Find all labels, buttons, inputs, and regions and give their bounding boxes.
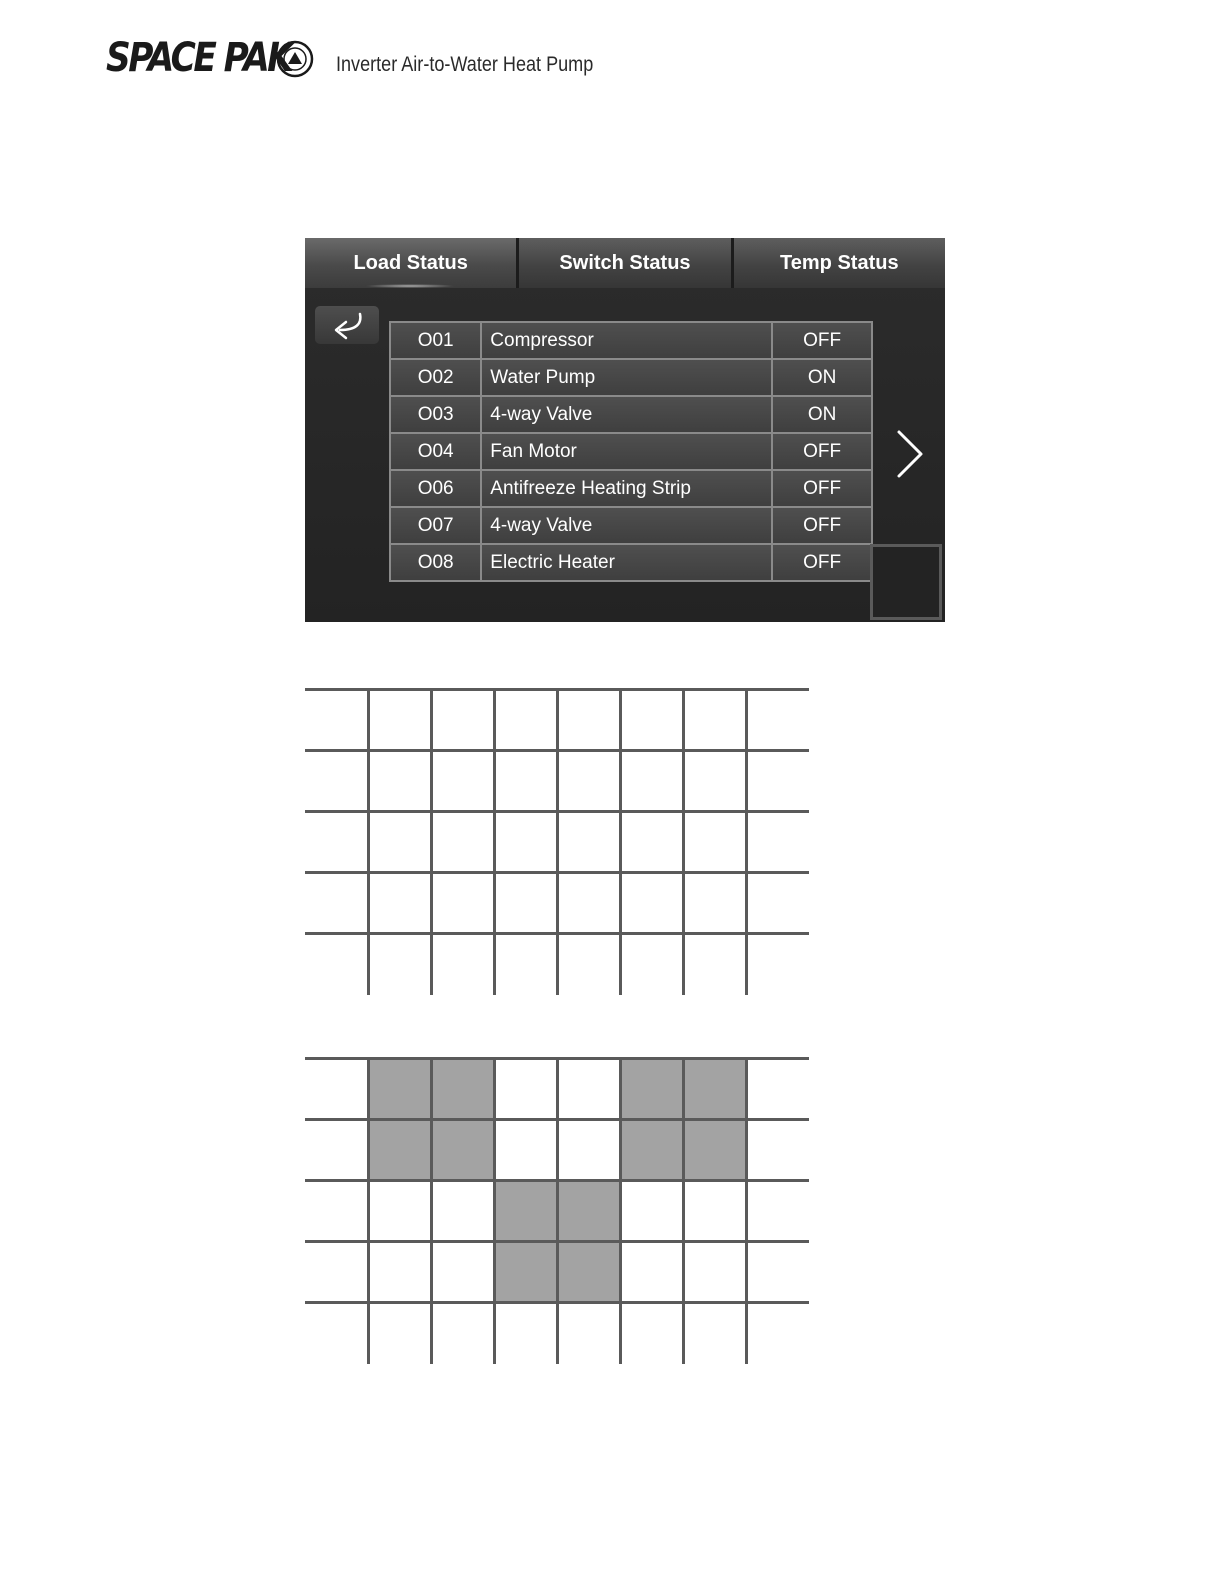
blank-grid	[305, 688, 813, 995]
grid-cell	[683, 1181, 746, 1242]
grid-cell	[746, 1059, 809, 1120]
grid-cell	[431, 873, 494, 934]
row-name: Electric Heater	[481, 544, 772, 581]
row-name: 4-way Valve	[481, 507, 772, 544]
grid-cell	[683, 1303, 746, 1364]
row-code: O07	[390, 507, 481, 544]
grid-cell	[683, 873, 746, 934]
table-row	[390, 359, 872, 396]
grid-cell	[305, 1181, 368, 1242]
grid-cell	[368, 690, 431, 751]
brand-seal-icon	[276, 40, 314, 78]
grid-cell	[620, 873, 683, 934]
grid-cell	[683, 751, 746, 812]
next-page-button[interactable]	[893, 428, 925, 480]
grid-row	[305, 1181, 809, 1242]
grid-cell	[620, 934, 683, 995]
grid-cell-filled	[494, 1181, 557, 1242]
grid-cell	[683, 1242, 746, 1303]
controller-screen	[305, 238, 945, 622]
grid-cell	[368, 1181, 431, 1242]
tab-switch-status[interactable]: Switch Status	[519, 238, 733, 288]
back-button[interactable]	[315, 306, 379, 344]
grid-cell-filled	[368, 1059, 431, 1120]
row-code: O01	[390, 322, 481, 359]
table-row	[390, 396, 872, 433]
table-row	[390, 470, 872, 507]
grid-row	[305, 1059, 809, 1120]
grid-cell-filled	[620, 1059, 683, 1120]
return-arrow-icon	[326, 310, 368, 340]
grid-cell	[431, 690, 494, 751]
grid-cell	[431, 1303, 494, 1364]
row-name: Water Pump	[481, 359, 772, 396]
grid-cell	[746, 873, 809, 934]
status-tabs	[305, 238, 945, 288]
grid-cell	[494, 934, 557, 995]
grid-cell	[368, 751, 431, 812]
grid-row	[305, 690, 809, 751]
grid-cell	[557, 1120, 620, 1181]
grid-cell	[683, 812, 746, 873]
grid-cell	[305, 873, 368, 934]
grid-cell	[305, 751, 368, 812]
row-state: OFF	[772, 544, 872, 581]
grid-cell	[557, 751, 620, 812]
row-state: ON	[772, 359, 872, 396]
grid-cell	[557, 1059, 620, 1120]
grid-cell	[620, 812, 683, 873]
grid-cell	[746, 934, 809, 995]
grid-cell-filled	[494, 1242, 557, 1303]
grid-row	[305, 812, 809, 873]
grid-cell	[431, 1181, 494, 1242]
grid-cell	[494, 812, 557, 873]
grid-cell	[620, 1303, 683, 1364]
grid-cell	[557, 690, 620, 751]
grid-cell-filled	[431, 1059, 494, 1120]
grid-cell-filled	[620, 1120, 683, 1181]
grid-cell	[431, 934, 494, 995]
grid-cell	[683, 690, 746, 751]
grid-row	[305, 934, 809, 995]
grid-cell	[494, 873, 557, 934]
brand-wordmark: SPACE PAK	[106, 35, 292, 81]
grid-cell	[620, 1181, 683, 1242]
table-row	[390, 507, 872, 544]
grid-cell	[557, 1303, 620, 1364]
grid-cell-filled	[683, 1059, 746, 1120]
grid-cell-filled	[557, 1181, 620, 1242]
grid-cell	[494, 1120, 557, 1181]
grid-cell	[494, 1303, 557, 1364]
grid-cell	[746, 751, 809, 812]
grid-cell	[746, 1242, 809, 1303]
grid-cell	[746, 1120, 809, 1181]
row-state: OFF	[772, 433, 872, 470]
grid-cell-filled	[683, 1120, 746, 1181]
grid-cell	[494, 690, 557, 751]
row-name: Fan Motor	[481, 433, 772, 470]
grid-cell	[557, 934, 620, 995]
grid-cell	[368, 812, 431, 873]
pattern-grid	[305, 1057, 813, 1364]
grid-cell	[431, 751, 494, 812]
row-state: OFF	[772, 322, 872, 359]
row-code: O03	[390, 396, 481, 433]
grid-row	[305, 1303, 809, 1364]
grid-cell	[431, 1242, 494, 1303]
grid-cell	[557, 873, 620, 934]
tab-load-status[interactable]: Load Status	[305, 238, 519, 288]
grid-cell	[431, 812, 494, 873]
grid-cell	[368, 934, 431, 995]
document-subtitle: Inverter Air-to-Water Heat Pump	[336, 53, 594, 76]
corner-button[interactable]	[870, 544, 942, 620]
grid-cell-filled	[557, 1242, 620, 1303]
grid-cell	[557, 812, 620, 873]
grid-cell	[305, 1059, 368, 1120]
grid-cell	[305, 1120, 368, 1181]
row-state: OFF	[772, 470, 872, 507]
grid-cell	[368, 873, 431, 934]
row-code: O04	[390, 433, 481, 470]
grid-cell	[746, 1181, 809, 1242]
grid-cell	[305, 812, 368, 873]
grid-cell	[305, 934, 368, 995]
grid-cell	[746, 812, 809, 873]
load-status-table	[389, 321, 873, 582]
grid-cell	[620, 690, 683, 751]
table-row	[390, 433, 872, 470]
grid-cell	[620, 1242, 683, 1303]
row-name: Compressor	[481, 322, 772, 359]
grid-cell	[746, 690, 809, 751]
grid-cell	[620, 751, 683, 812]
grid-cell-filled	[368, 1120, 431, 1181]
row-state: OFF	[772, 507, 872, 544]
grid-cell	[683, 934, 746, 995]
grid-cell	[305, 1303, 368, 1364]
grid-row	[305, 1120, 809, 1181]
grid-cell	[368, 1242, 431, 1303]
grid-row	[305, 873, 809, 934]
grid-cell	[494, 751, 557, 812]
row-name: Antifreeze Heating Strip	[481, 470, 772, 507]
tab-temp-status[interactable]: Temp Status	[734, 238, 945, 288]
grid-cell	[305, 1242, 368, 1303]
row-name: 4-way Valve	[481, 396, 772, 433]
grid-cell	[746, 1303, 809, 1364]
grid-cell	[494, 1059, 557, 1120]
chevron-right-icon	[899, 432, 921, 476]
grid-cell	[368, 1303, 431, 1364]
table-row	[390, 544, 872, 581]
row-code: O08	[390, 544, 481, 581]
table-row	[390, 322, 872, 359]
row-code: O02	[390, 359, 481, 396]
grid-cell-filled	[431, 1120, 494, 1181]
row-code: O06	[390, 470, 481, 507]
grid-row	[305, 751, 809, 812]
row-state: ON	[772, 396, 872, 433]
grid-cell	[305, 690, 368, 751]
grid-row	[305, 1242, 809, 1303]
